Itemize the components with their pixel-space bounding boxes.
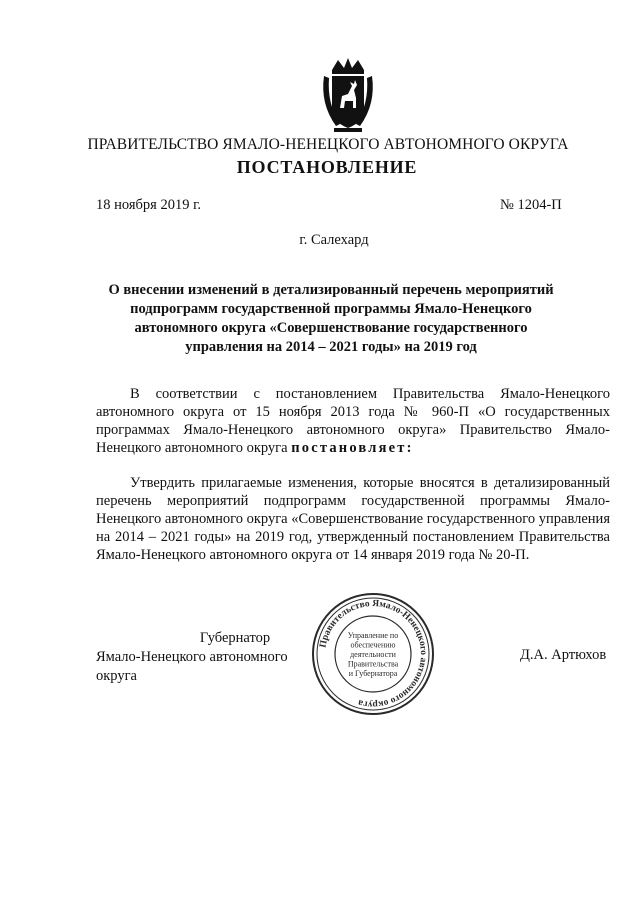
signatory-title (96, 629, 326, 686)
document-title: О внесении изменений в детализированный перечень мероприятий подпрограмм государственной программы Ямало-Ненецкого автономного округа «Совершенствование государственного управления на 2014 – 2021 годы» на 2019 год (108, 282, 554, 355)
signatory-name: Д.А. Артюхов (520, 647, 607, 663)
seal-ring-text: Правительство Ямало-Ненецкого автономного округа (318, 598, 429, 710)
document-number: № 1204-П (500, 197, 562, 213)
government-name: ПРАВИТЕЛЬСТВО ЯМАЛО-НЕНЕЦКОГО АВТОНОМНОГО ОКРУГА (87, 136, 569, 153)
seal-center-line: обеспечению (350, 640, 396, 650)
seal-center-line: и Губернатора (348, 669, 398, 678)
seal-center-line: Управление по (347, 631, 399, 640)
signatory-position: Губернатор (199, 630, 271, 646)
document-date: 18 ноября 2019 г. (96, 197, 202, 213)
coat-of-arms-emblem (318, 56, 378, 136)
body-paragraph-1 (96, 385, 610, 457)
body-paragraph-2: Утвердить прилагаемые изменения, которые вносятся в детализированный перечень мероприятий подпрограмм государственной программы Ямало-Ненецкого автономного округа «Совершенствование государственного управления на 2014 – 2021 годы» на 2019 год, утвержденный постановлением Правительства Ямало-Ненецкого автономного округа от 14 января 2019 года № 20-П. (96, 475, 610, 563)
signatory-region: Ямало-Ненецкого автономного округа (96, 649, 288, 684)
document-type: ПОСТАНОВЛЕНИЕ (236, 157, 418, 177)
seal-center-line: Правительства (347, 659, 399, 669)
paragraph-1-text: В соответствии с постановлением Правительства Ямало-Ненецкого автономного округа от 15 ноября 2013 года № 960-П «О государственных программах Ямало-Ненецкого автономного округа» Правительство Ямало-Ненецкого автономного округа (96, 386, 610, 456)
resolves-word: постановляет: (291, 440, 414, 456)
official-seal-stamp (310, 591, 436, 717)
document-city: г. Салехард (299, 232, 369, 248)
seal-center-line: деятельности (350, 650, 396, 659)
